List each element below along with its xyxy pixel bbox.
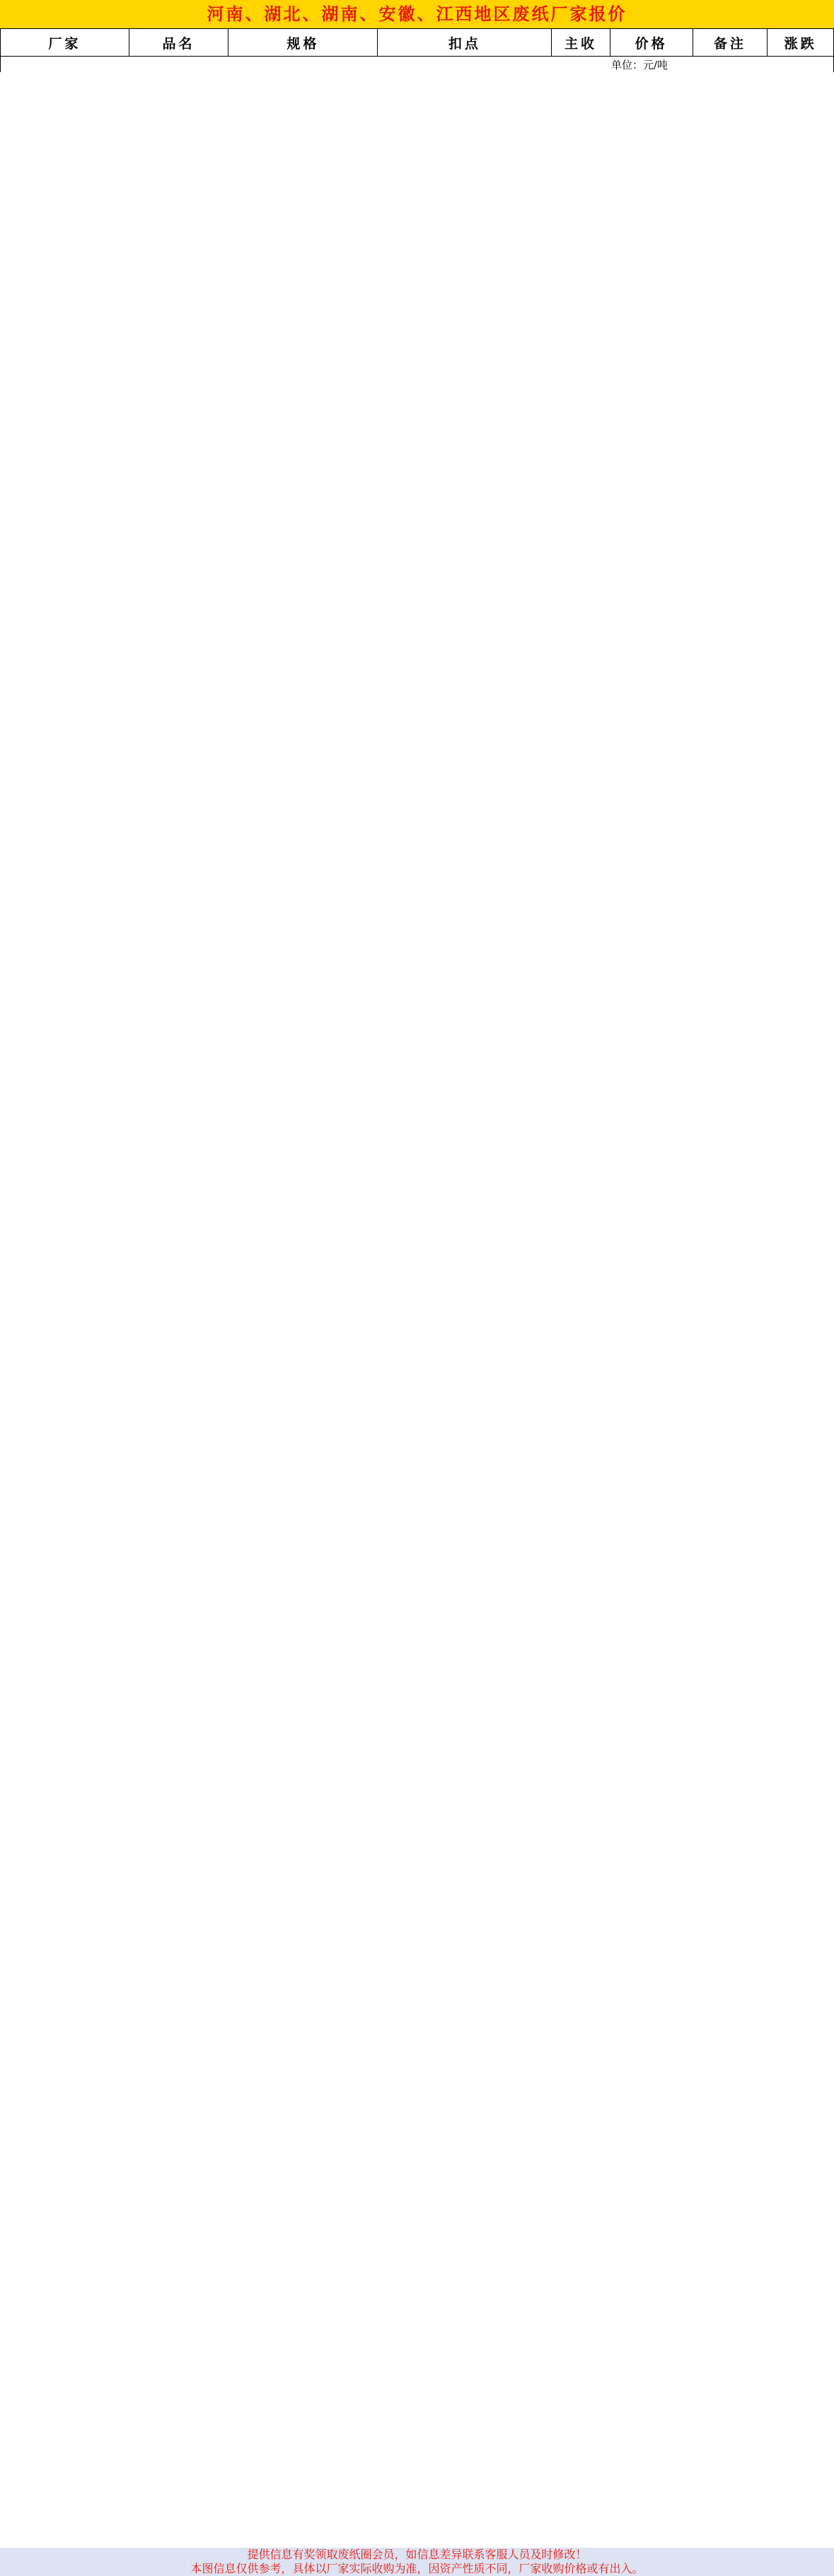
- header-product: 品名: [129, 29, 228, 57]
- header-change: 涨跌: [768, 29, 834, 57]
- header-price: 价格: [610, 29, 693, 57]
- header-spec: 规格: [228, 29, 378, 57]
- header-note: 备注: [693, 29, 767, 57]
- header-deduction: 扣点: [378, 29, 552, 57]
- unit-label: 单位：元/吨: [611, 58, 668, 71]
- unit-row: [1, 57, 834, 73]
- header-main: 主收: [552, 29, 610, 57]
- footer-line-2: 本图信息仅供参考，具体以厂家实际收购为准，因资产性质不同，厂家收购价格或有出入。: [190, 2562, 644, 2575]
- footer-note: [0, 2548, 834, 2576]
- page-title: 河南、湖北、湖南、安徽、江西地区废纸厂家报价: [0, 0, 834, 28]
- price-table: [0, 28, 834, 72]
- footer-line-1: 提供信息有奖领取废纸圈会员，如信息差异联系客服人员及时修改！: [247, 2548, 587, 2561]
- header-factory: 厂家: [1, 29, 129, 57]
- table-header-row: [1, 29, 834, 57]
